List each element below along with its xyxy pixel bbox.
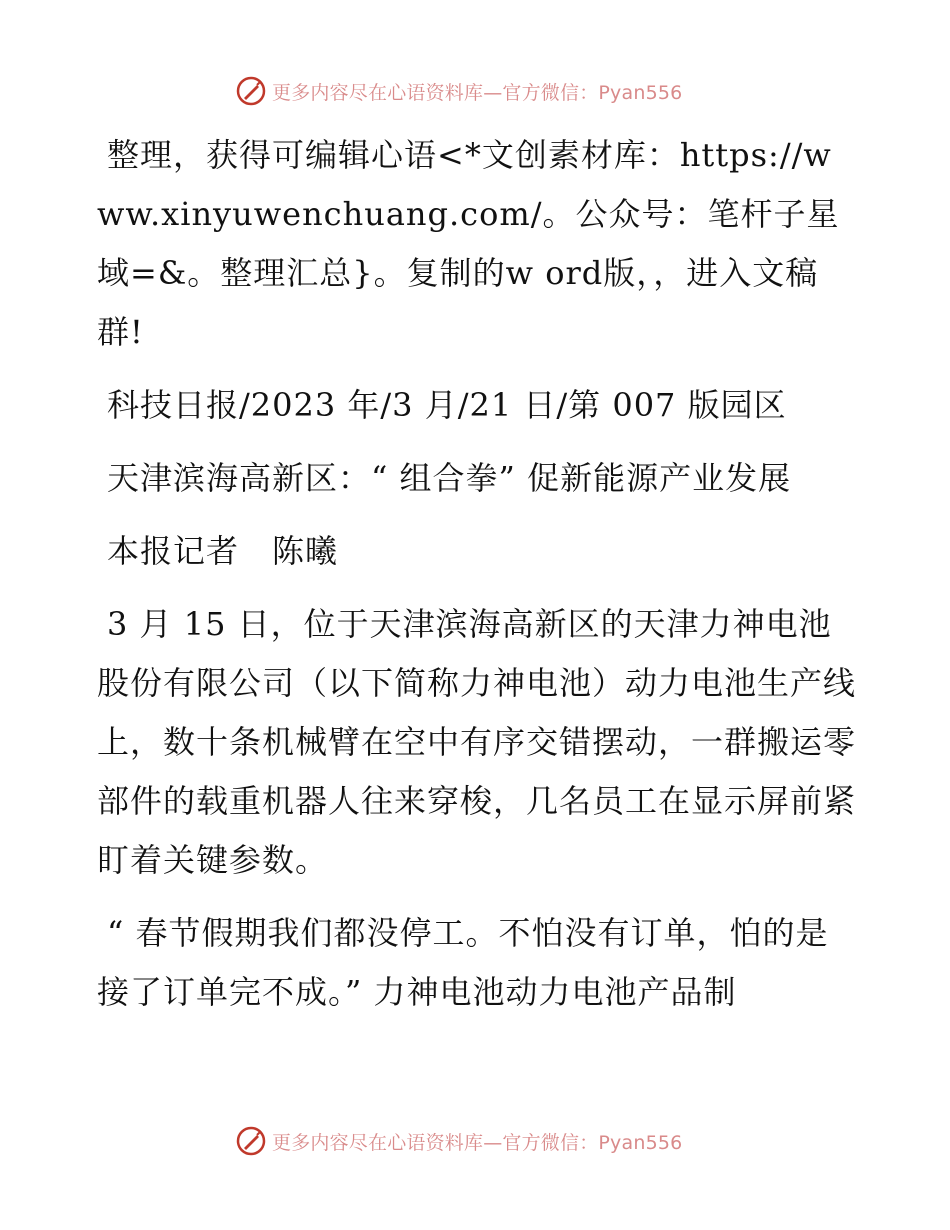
quill-logo-icon — [236, 1126, 266, 1156]
footer-watermark — [236, 1124, 716, 1158]
watermark-text: 更多内容尽在心语资料库—官方微信：Pyan556 — [272, 81, 683, 104]
article-body — [97, 126, 857, 1022]
article-headline: 天津滨海高新区：“ 组合拳” 促新能源产业发展 — [107, 459, 792, 497]
source-line: 科技日报/2023 年/3 月/21 日/第 007 版园区 — [107, 386, 787, 424]
byline: 本报记者 陈曦 — [107, 532, 339, 570]
watermark-text: 更多内容尽在心语资料库—官方微信：Pyan556 — [272, 1131, 683, 1154]
body-paragraph-1: 3 月 15 日，位于天津滨海高新区的天津力神电池股份有限公司（以下简称力神电池）动力电池生产线上，数十条机械臂在空中有序交错摆动，一群搬运零部件的载重机器人往来穿梭，几名员工在显示屏前紧盯着关键参数。 — [97, 605, 857, 879]
intro-paragraph: 整理，获得可编辑心语<*文创素材库：https://www.xinyuwenchuang.com/。公众号：笔杆子星域=&。整理汇总}。复制的w ord版，，进入文稿群! — [97, 136, 840, 351]
header-watermark — [236, 74, 716, 108]
body-paragraph-2: “ 春节假期我们都没停工。不怕没有订单，怕的是接了订单完不成。” 力神电池动力电池产品制 — [97, 914, 829, 1011]
quill-logo-icon — [236, 76, 266, 106]
